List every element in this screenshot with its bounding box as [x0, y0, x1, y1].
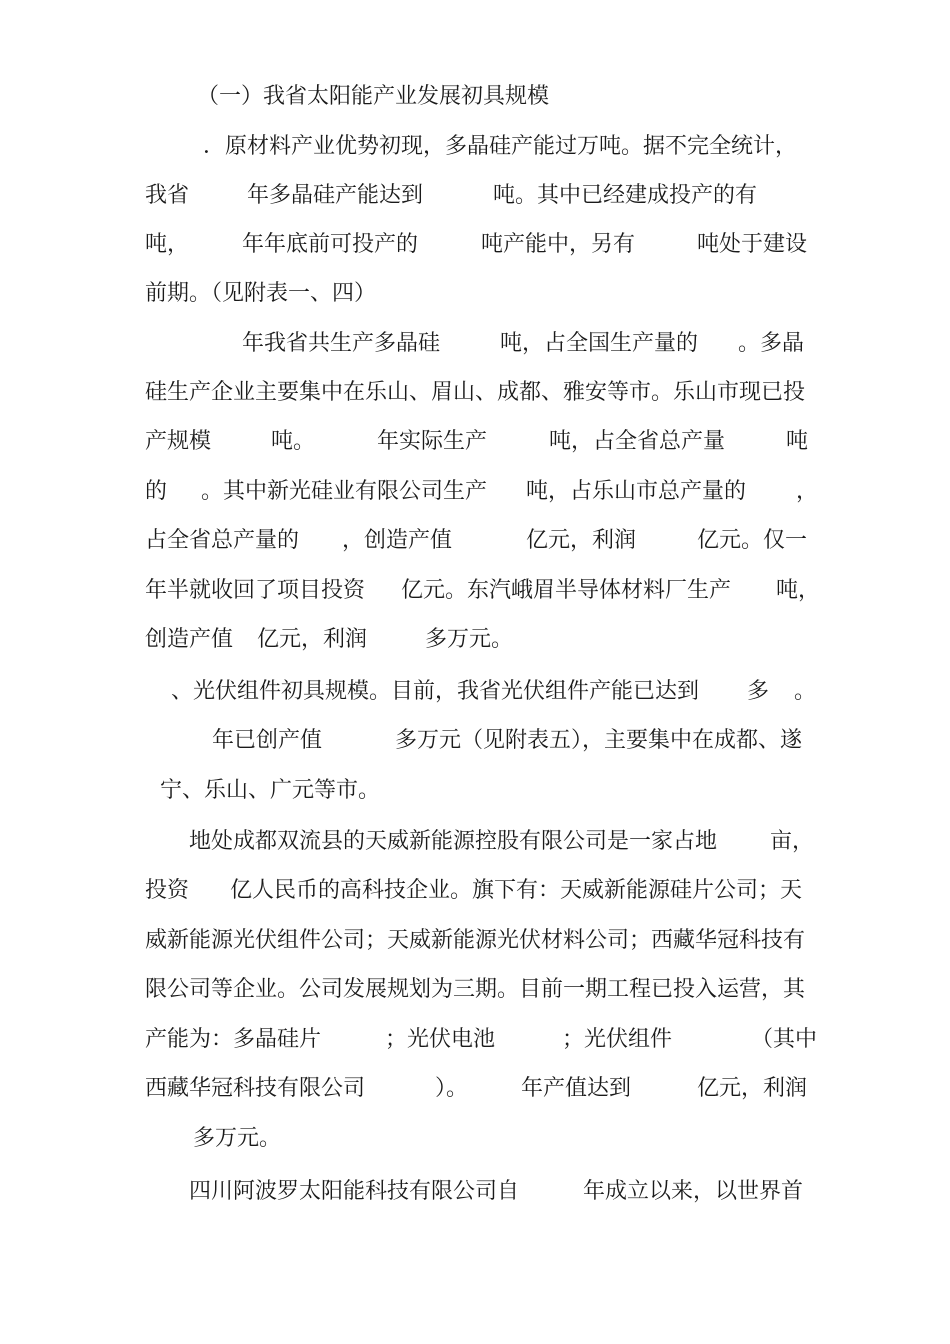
- text-span: 西藏华冠科技有限公司: [145, 1076, 366, 1101]
- text-span: 年年底前可投产的: [242, 232, 419, 257]
- text-span: 吨，: [145, 232, 190, 257]
- text-span: ）。: [435, 1076, 469, 1101]
- text-span: 的: [145, 479, 168, 504]
- text-span: 。多晶: [738, 331, 805, 356]
- text-span: 亿元，利润: [697, 1076, 808, 1101]
- text-span: 投资: [145, 878, 190, 903]
- text-span: 年我省共生产多晶硅: [242, 331, 441, 356]
- text-span: 亿元。仅一: [697, 528, 808, 553]
- text-span: 年产值达到: [521, 1076, 632, 1101]
- text-span: 亿元，利润: [257, 627, 368, 652]
- text-span: 占全省总产量的: [145, 528, 300, 553]
- text-span: 吨产能中，另有: [481, 232, 636, 257]
- text-span: （一）我省太阳能产业发展初具规模: [197, 84, 550, 109]
- text-span: 前期。（见附表一、四）: [145, 281, 377, 306]
- text-span: （其中: [751, 1027, 818, 1052]
- text-span: 产规模: [145, 429, 212, 454]
- text-span: 多: [747, 679, 770, 704]
- text-span: 多万元。: [193, 1126, 282, 1151]
- text-span: 多万元。: [425, 627, 514, 652]
- text-span: 四川阿波罗太阳能科技有限公司自: [189, 1179, 520, 1204]
- text-span: 硅生产企业主要集中在乐山、眉山、成都、雅安等市。乐山市现已投: [145, 380, 806, 405]
- text-span: 吨处于建设: [697, 232, 808, 257]
- text-span: 年半就收回了项目投资: [145, 578, 366, 603]
- text-span: 产能为：多晶硅片: [145, 1027, 322, 1052]
- text-span: 吨，: [776, 578, 821, 603]
- text-span: ，创造产值: [342, 528, 453, 553]
- text-span: 、光伏组件初具规模。目前，我省光伏组件产能已达到: [171, 679, 700, 704]
- text-span: 限公司等企业。公司发展规划为三期。目前一期工程已投入运营，其: [145, 977, 806, 1002]
- text-span: 亩，: [770, 829, 815, 854]
- text-span: 吨，占全省总产量: [549, 429, 726, 454]
- text-span: 年成立以来，以世界首: [583, 1179, 804, 1204]
- text-span: ．原材料产业优势初现，多晶硅产能过万吨。据不完全统计，: [203, 134, 798, 159]
- text-span: 地处成都双流县的天威新能源控股有限公司是一家占地: [189, 829, 718, 854]
- text-span: 吨。其中已经建成投产的有: [493, 183, 758, 208]
- text-span: 多万元（见附表五），主要集中在成都、遂: [395, 728, 803, 753]
- text-span: 亿人民币的高科技企业。旗下有：天威新能源硅片公司；天: [230, 878, 803, 903]
- text-span: 。: [794, 679, 817, 704]
- text-span: ；光伏组件: [562, 1027, 673, 1052]
- text-span: ；光伏电池: [385, 1027, 496, 1052]
- text-span: 。其中新光硅业有限公司生产: [201, 479, 488, 504]
- text-span: 年实际生产: [377, 429, 488, 454]
- text-span: 宁、乐山、广元等市。: [160, 778, 381, 803]
- text-span: 吨。: [271, 429, 316, 454]
- text-span: 我省: [145, 183, 190, 208]
- text-span: 吨，占全国生产量的: [500, 331, 699, 356]
- text-span: 吨，占乐山市总产量的: [526, 479, 747, 504]
- text-span: 威新能源光伏组件公司；天威新能源光伏材料公司；西藏华冠科技有: [145, 928, 806, 953]
- text-span: ，: [796, 479, 819, 504]
- text-span: 创造产值: [145, 627, 234, 652]
- text-span: 年已创产值: [212, 728, 323, 753]
- text-span: 亿元。东汽峨眉半导体材料厂生产: [401, 578, 732, 603]
- text-span: 亿元，利润: [526, 528, 637, 553]
- text-span: 年多晶硅产能达到: [247, 183, 424, 208]
- text-span: 吨: [786, 429, 809, 454]
